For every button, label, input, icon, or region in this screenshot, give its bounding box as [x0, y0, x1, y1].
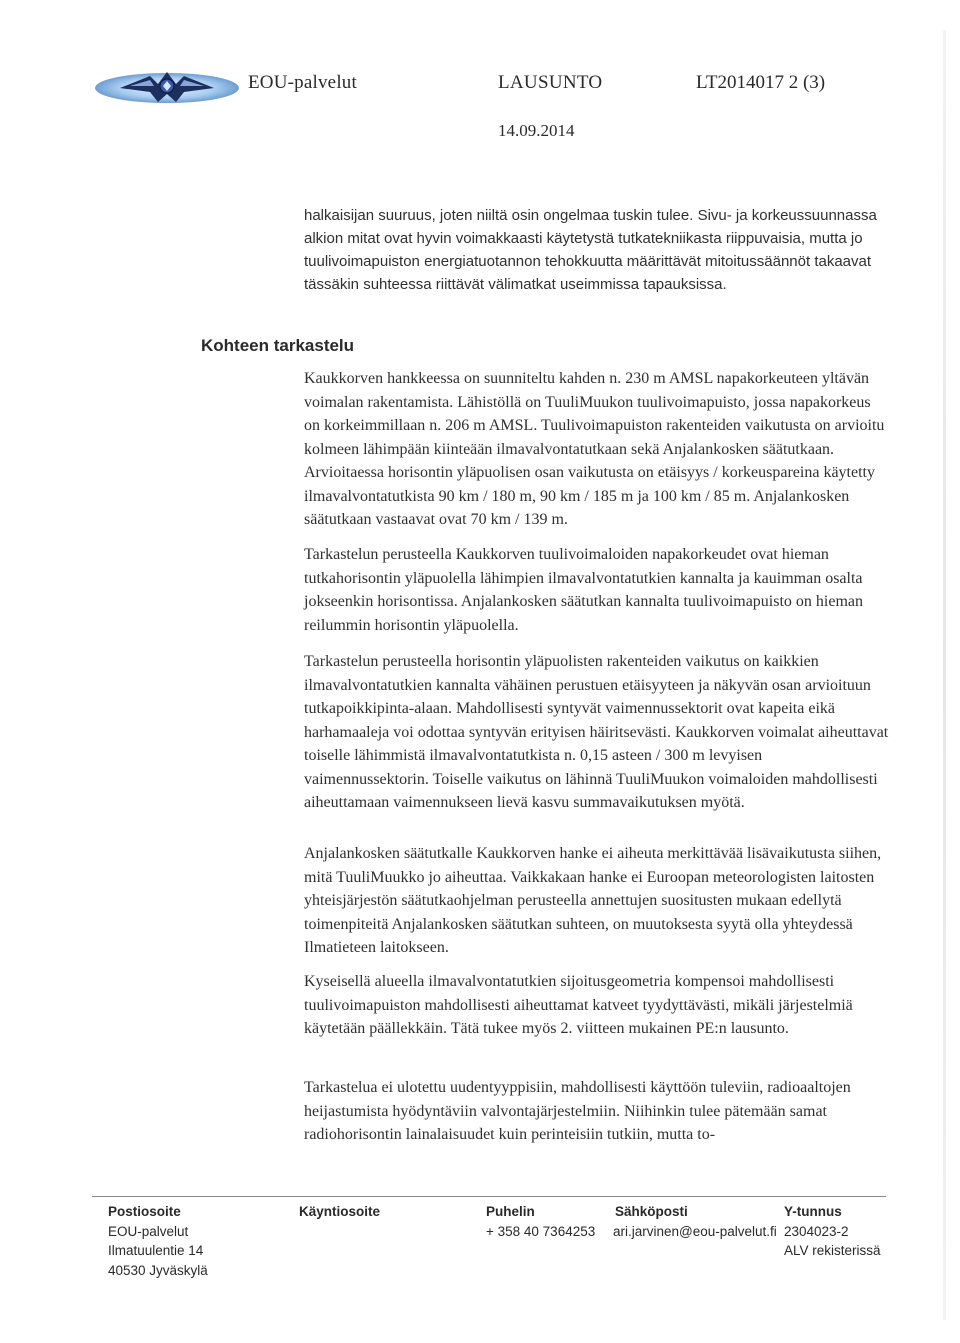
page-edge-shadow: [943, 30, 946, 1320]
header-date: 14.09.2014: [498, 121, 575, 140]
footer-postal-line: Ilmatuulentie 14: [108, 1243, 204, 1258]
footer-business-id-label: Y-tunnus: [784, 1204, 842, 1219]
footer-postal-label: Postiosoite: [108, 1204, 181, 1219]
intro-paragraph: halkaisijan suuruus, joten niiltä osin ongelmaa tuskin tulee. Sivu- ja korkeussuunnassa alkion mitat ovat hyvin voimakkaasti käytetystä tutkatekniikasta riippuvaisia, mutta jo tuulivoimapuiston energiatuotannon tehokkuutta määrittävät mitoitussäännöt takaavat tässäkin suhteessa riittävät välimatkat useimmissa tapauksissa.: [304, 207, 877, 293]
footer-phone-value: + 358 40 7364253: [486, 1223, 596, 1239]
footer-postal-line: EOU-palvelut: [108, 1223, 189, 1239]
footer-email-value: ari.jarvinen@eou-palvelut.fi: [613, 1223, 777, 1239]
footer-visit-address: [299, 1202, 380, 1222]
body-paragraph: Tarkastelun perusteella Kaukkorven tuulivoimaloiden napakorkeudet ovat hieman tutkahorisontin yläpuolella lähimpien ilmavalvontatutkien kannalta ja kauimman osalta jokseenkin horisontissa. Anjalankosken säätutkan kannalta tuulivoimapuisto on hieman reilummin horisontin yläpuolella.: [304, 546, 864, 634]
footer-divider: [92, 1196, 886, 1197]
header-reference: LT2014017 2 (3): [696, 72, 826, 93]
winged-emblem-logo-icon: [92, 62, 242, 108]
footer-vat-status: ALV rekisterissä: [784, 1243, 881, 1258]
section-title: Kohteen tarkastelu: [201, 336, 355, 355]
header-doc-type: LAUSUNTO: [498, 72, 603, 93]
body-paragraph: Kaukkorven hankkeessa on suunniteltu kahden n. 230 m AMSL napakorkeuteen yltävän voimalan rakentamista. Lähistöllä on TuuliMuukon tuulivoimapuisto, jossa napakorkeus on korkeimmillaan n. 206 m AMSL. Tuulivoimapuiston rakenteiden vaikutusta on arvioitu kolmeen lähimpään kiinteään ilmavalvontatutkaan sekä Anjalankosken säätutkaan. Arvioitaessa horisontin yläpuolisen osan vaikutusta on etäisyys / korkeuspareina käytetty ilmavalvontatutkista 90 km / 180 m, 90 km / 185 m ja 100 km / 85 m. Anjalankosken säätutkaan vastaavat ovat 70 km / 139 m.: [304, 370, 885, 528]
footer-email: [605, 1202, 777, 1241]
body-paragraph: Kyseisellä alueella ilmavalvontatutkien sijoitusgeometria kompensoi mahdollisesti tuulivoimapuiston mahdollisesti aiheuttamat katveet tyydyttävästi, mikäli järjestelmiä käytetään päällekkäin. Tätä tukee myös 2. viitteen mukainen PE:n lausunto.: [304, 973, 853, 1037]
footer-business-id: [784, 1202, 881, 1261]
footer-phone-label: Puhelin: [486, 1204, 535, 1219]
footer-email-label: Sähköposti: [615, 1204, 688, 1219]
footer-postal-address: [108, 1202, 208, 1280]
body-paragraph: Tarkastelua ei ulotettu uudentyyppisiin, mahdollisesti käyttöön tuleviin, radioaaltojen heijastumista hyödyntäviin valvontajärjestelmiin. Niihinkin tulee pätemään samat radiohorisontin lainalaisuudet kuin perinteisiin tutkiin, mutta to-: [304, 1079, 851, 1143]
body-paragraph: Tarkastelun perusteella horisontin yläpuolisten rakenteiden vaikutus on kaikkien ilmavalvontatutkien kannalta vähäinen perustuen etäisyyteen ja näkyvän osan arvioituun tutkapoikkipinta-alaan. Mahdollisesti syntyvät vaimennussektorit ovat kapeita eikä harhamaaleja voi odottaa syntyvän erityisen häiritsevästi. Kaukkorven voimalat aiheuttavat toiselle lähimmistä ilmavalvontatutkista n. 0,15 asteen / 300 m levyisen vaimennussektorin. Toiselle vaikutus on lähinnä TuuliMuukon voimaloiden mahdollisesti aiheuttamaan vaimennukseen lievä kasvu summavaikutuksen myötä.: [304, 653, 889, 811]
footer-visit-label: Käyntiosoite: [299, 1204, 381, 1219]
header-org-name: EOU-palvelut: [248, 72, 357, 93]
footer-phone: [486, 1202, 595, 1241]
footer-business-id-value: 2304023-2: [784, 1223, 849, 1239]
footer-postal-line: 40530 Jyväskylä: [108, 1262, 208, 1278]
body-paragraph: Anjalankosken säätutkalle Kaukkorven hanke ei aiheuta merkittävää lisävaikutusta siihen, mitä TuuliMuukko jo aiheuttaa. Vaikkakaan hanke ei Euroopan meteorologisten laitosten yhteisjärjestön säätutkaohjelman perusteella annettujen suositusten mukaan edellytä toimenpiteitä Anjalankosken säätutkan suhteen, on muutoksesta syytä olla yhteydessä Ilmatieteen laitokseen.: [304, 845, 882, 956]
